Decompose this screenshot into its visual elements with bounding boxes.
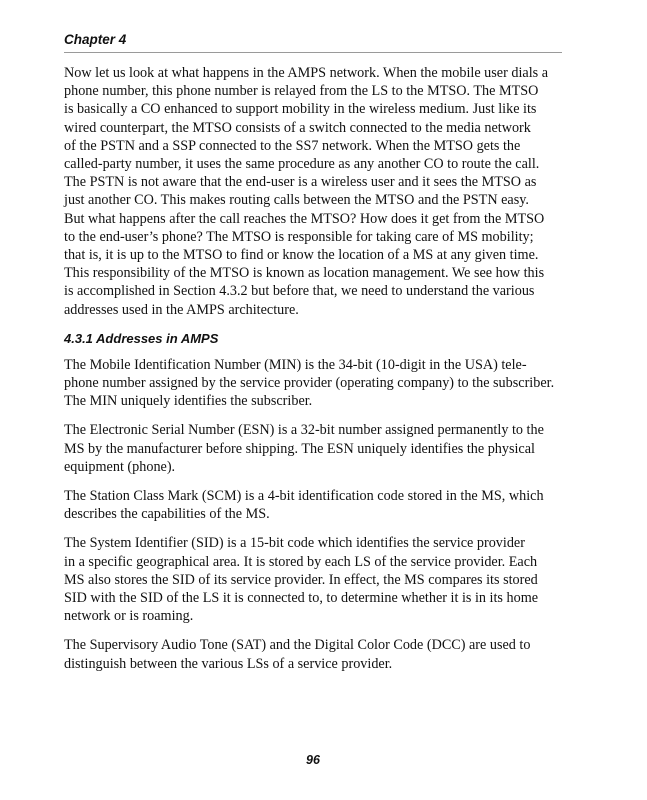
text-line: distinguish between the various LSs of a service provider. xyxy=(64,655,393,672)
text-line: The System Identifier (SID) is a 15-bit code which identifies the service provider xyxy=(64,535,525,552)
text-line: just another CO. This makes routing calls between the MTSO and the PSTN easy. xyxy=(64,192,529,209)
text-line: describes the capabilities of the MS. xyxy=(64,506,270,523)
chapter-label: Chapter 4 xyxy=(64,32,127,47)
text-line: phone number, this phone number is relayed from the LS to the MTSO. The MTSO xyxy=(64,83,539,100)
text-line: is accomplished in Section 4.3.2 but before that, we need to understand the various xyxy=(64,283,535,300)
paragraph-sid xyxy=(64,534,564,625)
running-header xyxy=(64,30,562,53)
text-line: The Supervisory Audio Tone (SAT) and the Digital Color Code (DCC) are used to xyxy=(64,637,531,654)
text-line: MS by the manufacturer before shipping. The ESN uniquely identifies the physical xyxy=(64,440,535,457)
page-body xyxy=(64,64,564,684)
paragraph-esn xyxy=(64,421,564,476)
text-line: in a specific geographical area. It is stored by each LS of the service provider. Each xyxy=(64,553,538,570)
text-line: that is, it is up to the MTSO to find or know the location of a MS at any given time. xyxy=(64,247,539,264)
text-line: is basically a CO enhanced to support mobility in the wireless medium. Just like its xyxy=(64,101,537,118)
text-line: network or is roaming. xyxy=(64,608,194,625)
text-line: to the end-user’s phone? The MTSO is responsible for taking care of MS mobility; xyxy=(64,228,534,245)
text-line: Now let us look at what happens in the AMPS network. When the mobile user dials a xyxy=(64,65,549,81)
text-line: MS also stores the SID of its service provider. In effect, the MS compares its stored xyxy=(64,571,538,588)
text-line: phone number assigned by the service provider (operating company) to the subscriber. xyxy=(64,375,555,392)
section-heading: 4.3.1 Addresses in AMPS xyxy=(64,330,219,346)
paragraph-sat xyxy=(64,636,564,672)
text-line: The PSTN is not aware that the end-user is a wireless user and it sees the MTSO as xyxy=(64,174,537,191)
text-line: addresses used in the AMPS architecture. xyxy=(64,301,299,318)
text-line: The Station Class Mark (SCM) is a 4-bit identification code stored in the MS, which xyxy=(64,488,544,505)
page-number: 96 xyxy=(306,753,320,767)
paragraph-intro xyxy=(64,64,564,319)
paragraph-scm xyxy=(64,487,564,523)
text-line: This responsibility of the MTSO is known as location management. We see how this xyxy=(64,265,545,282)
text-line: SID with the SID of the LS it is connected to, to determine whether it is in its home xyxy=(64,590,539,607)
text-line: The Electronic Serial Number (ESN) is a 32-bit number assigned permanently to the xyxy=(64,422,544,439)
text-line: But what happens after the call reaches the MTSO? How does it get from the MTSO xyxy=(64,210,545,227)
text-line: The Mobile Identification Number (MIN) is the 34-bit (10-digit in the USA) tele- xyxy=(64,356,527,373)
text-line: of the PSTN and a SSP connected to the SS7 network. When the MTSO gets the xyxy=(64,137,521,154)
text-line: equipment (phone). xyxy=(64,458,176,475)
text-line: called-party number, it uses the same procedure as any another CO to route the call. xyxy=(64,156,540,173)
text-line: wired counterpart, the MTSO consists of a switch connected to the media network xyxy=(64,119,531,136)
text-line: The MIN uniquely identifies the subscriber. xyxy=(64,393,313,410)
paragraph-min xyxy=(64,356,564,411)
